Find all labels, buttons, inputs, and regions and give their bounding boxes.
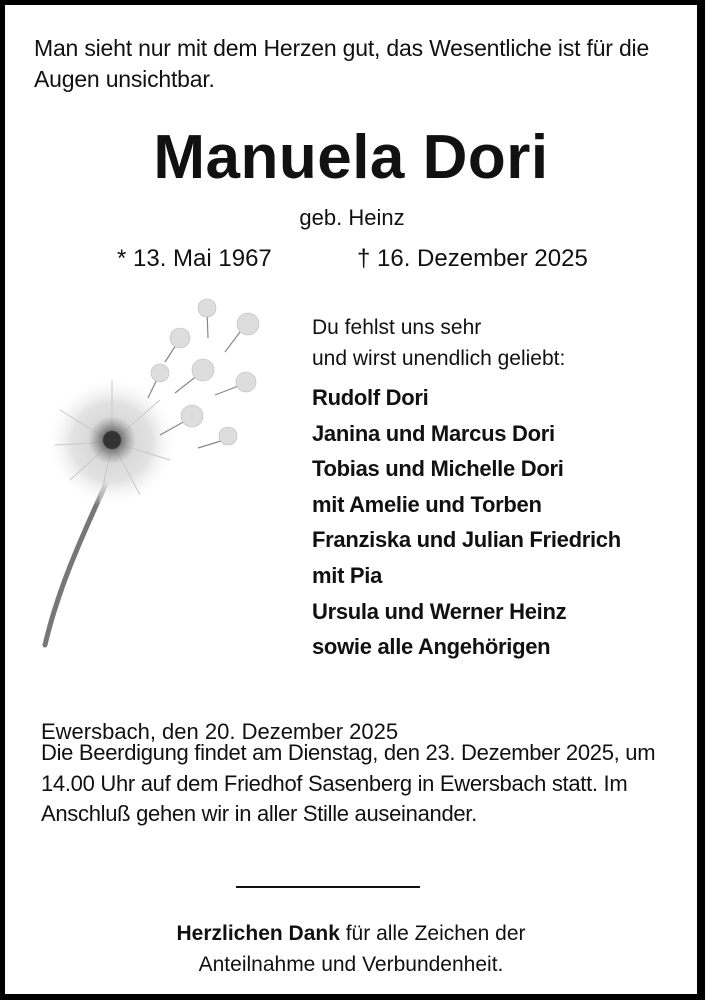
mourner-name: Tobias und Michelle Dori bbox=[312, 456, 564, 482]
mourner-name: sowie alle Angehörigen bbox=[312, 634, 551, 660]
mourner-name: Janina und Marcus Dori bbox=[312, 420, 555, 446]
thanks bbox=[5, 918, 697, 980]
mourner-name: Franziska und Julian Friedrich bbox=[312, 527, 621, 553]
thanks-bold: Herzlichen Dank bbox=[176, 922, 340, 945]
mourners-list bbox=[312, 380, 692, 665]
death-date: † 16. Dezember 2025 bbox=[357, 245, 588, 272]
mourner-name: Ursula und Werner Heinz bbox=[312, 598, 567, 624]
mourners-intro-line2: und wirst unendlich geliebt: bbox=[312, 347, 566, 370]
mourner-name: mit Pia bbox=[312, 562, 383, 588]
mourner-name: mit Amelie und Torben bbox=[312, 491, 542, 517]
birth-date: * 13. Mai 1967 bbox=[117, 245, 272, 272]
dandelion-icon bbox=[30, 290, 300, 650]
divider bbox=[236, 886, 420, 888]
funeral-info: Die Beerdigung findet am Dienstag, den 23. Dezember 2025, um 14.00 Uhr auf dem Friedhof Sasenberg in Ewersbach statt. Im Anschluß gehen wir in aller Stille auseinander. bbox=[41, 740, 656, 826]
deceased-name: Manuela Dori bbox=[153, 123, 549, 192]
mourner-name: Rudolf Dori bbox=[312, 385, 429, 410]
thanks-line1 bbox=[5, 918, 697, 949]
thanks-line1-rest: für alle Zeichen der bbox=[339, 922, 526, 945]
mourners-intro-line1: Du fehlst uns sehr bbox=[312, 316, 482, 339]
place-date: Ewersbach, den 20. Dezember 2025 bbox=[41, 719, 399, 744]
mourners-block bbox=[312, 312, 692, 665]
maiden-name: geb. Heinz bbox=[299, 205, 405, 230]
thanks-line2: Anteilnahme und Verbundenheit. bbox=[198, 953, 504, 976]
quote: Man sieht nur mit dem Herzen gut, das Wesentliche ist für die Augen unsichtbar. bbox=[34, 35, 650, 92]
obituary-notice bbox=[5, 5, 697, 994]
